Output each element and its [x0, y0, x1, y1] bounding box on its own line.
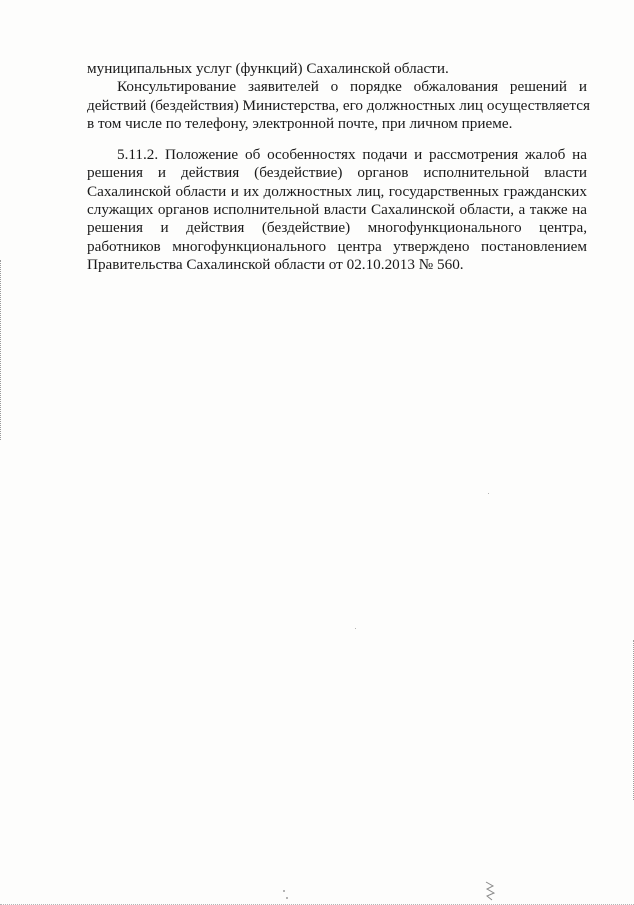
scan-speck — [355, 628, 356, 629]
paragraph-continuation — [87, 60, 587, 78]
text-line: решения и действия (бездействие) органов исполнительной власти — [87, 164, 587, 182]
scan-mark — [483, 880, 497, 902]
text-line: служащих органов исполнительной власти Сахалинской области, а также на — [87, 201, 587, 219]
text-line: Консультирование заявителей о порядке обжалования решений и — [117, 78, 587, 96]
scan-speck — [286, 897, 288, 899]
text-line: Правительства Сахалинской области от 02.10.2013 № 560. — [87, 255, 464, 273]
text-line: 5.11.2. Положение об особенностях подачи и рассмотрения жалоб на — [117, 146, 587, 164]
text-line: муниципальных услуг (функций) Сахалинской области. — [87, 60, 449, 77]
document-body — [87, 60, 590, 274]
paragraph-5-11-2 — [87, 146, 587, 274]
text-line: действий (бездействия) Министерства, его должностных лиц осуществляется — [87, 96, 590, 114]
scan-edge-left — [0, 260, 4, 440]
text-line: Сахалинской области и их должностных лиц, государственных гражданских — [87, 182, 587, 200]
text-line: решения и действия (бездействие) многофункционального центра, — [87, 219, 587, 237]
scan-speck — [488, 493, 489, 494]
scan-speck — [283, 890, 285, 892]
text-line: работников многофункционального центра утверждено постановлением — [87, 237, 587, 255]
text-line: в том числе по телефону, электронной почте, при личном приеме. — [87, 114, 513, 132]
paragraph-consultation — [87, 78, 590, 133]
